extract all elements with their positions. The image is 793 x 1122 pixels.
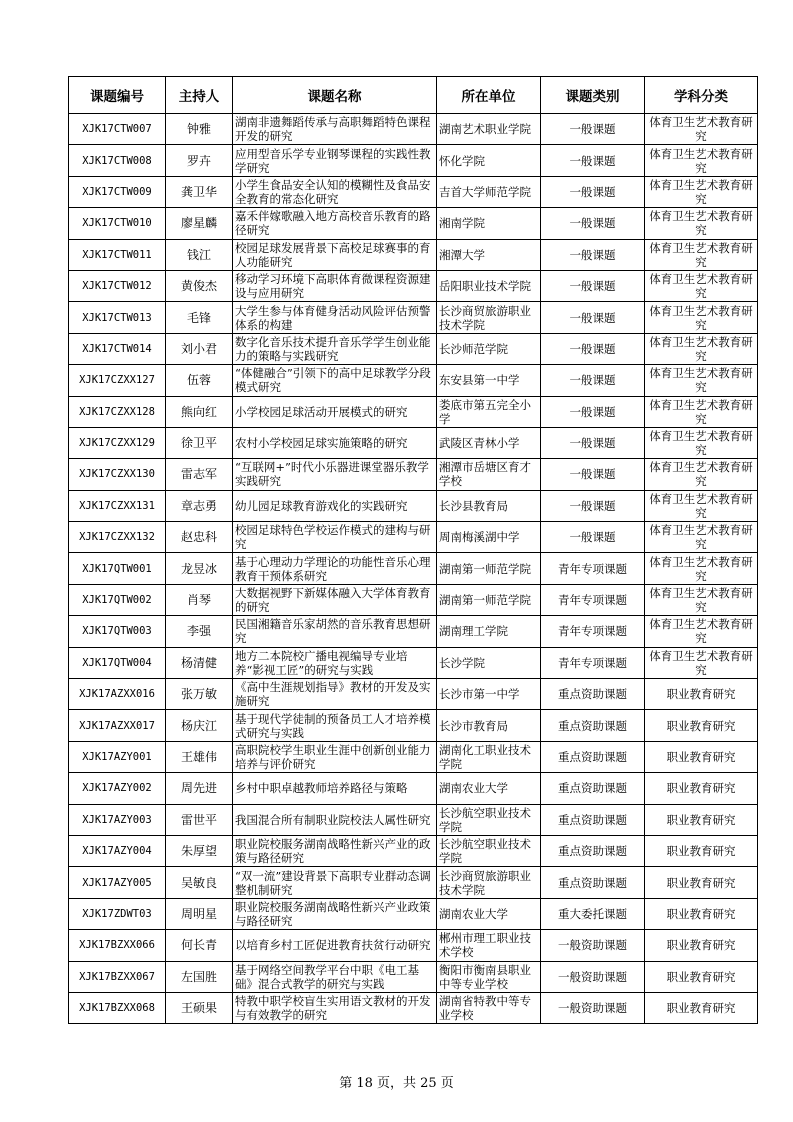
cell-subject: 体育卫生艺术教育研究 xyxy=(645,584,758,615)
cell-title: 职业院校服务湖南战略性新兴产业政策与路径研究 xyxy=(233,898,437,929)
cell-title: 数字化音乐技术提升音乐学学生创业能力的策略与实践研究 xyxy=(233,333,437,364)
cell-unit: 湘潭市岳塘区育才学校 xyxy=(437,459,541,490)
cell-unit: 衡阳市衡南县职业中等专业学校 xyxy=(437,961,541,992)
cell-code: XJK17AZY005 xyxy=(69,867,166,898)
cell-host: 黄俊杰 xyxy=(166,270,233,301)
cell-unit: 长沙航空职业技术学院 xyxy=(437,835,541,866)
cell-category: 青年专项课题 xyxy=(541,616,645,647)
cell-subject: 职业教育研究 xyxy=(645,804,758,835)
header-row xyxy=(69,77,758,114)
cell-subject: 体育卫生艺术教育研究 xyxy=(645,302,758,333)
cell-title: 《高中生涯规划指导》教材的开发及实施研究 xyxy=(233,679,437,710)
table-row xyxy=(69,679,758,710)
table-row xyxy=(69,992,758,1023)
cell-code: XJK17QTW003 xyxy=(69,616,166,647)
cell-title: 移动学习环境下高职体育微课程资源建设与应用研究 xyxy=(233,270,437,301)
cell-host: 罗卉 xyxy=(166,145,233,176)
cell-code: XJK17CTW014 xyxy=(69,333,166,364)
cell-unit: 湖南省特教中等专业学校 xyxy=(437,992,541,1023)
table-row xyxy=(69,616,758,647)
cell-unit: 吉首大学师范学院 xyxy=(437,176,541,207)
cell-unit: 长沙航空职业技术学院 xyxy=(437,804,541,835)
cell-code: XJK17CTW011 xyxy=(69,239,166,270)
table-row xyxy=(69,898,758,929)
projects-table xyxy=(68,76,758,1024)
header-unit: 所在单位 xyxy=(437,77,541,114)
cell-unit: 湘潭大学 xyxy=(437,239,541,270)
cell-host: 王雄伟 xyxy=(166,741,233,772)
table-row xyxy=(69,930,758,961)
table-row xyxy=(69,522,758,553)
cell-subject: 体育卫生艺术教育研究 xyxy=(645,239,758,270)
cell-host: 周先进 xyxy=(166,773,233,804)
cell-code: XJK17CZXX131 xyxy=(69,490,166,521)
cell-title: 小学生食品安全认知的模糊性及食品安全教育的常态化研究 xyxy=(233,176,437,207)
header-category: 课题类别 xyxy=(541,77,645,114)
cell-category: 重大委托课题 xyxy=(541,898,645,929)
cell-title: 职业院校服务湖南战略性新兴产业的政策与路径研究 xyxy=(233,835,437,866)
cell-unit: 武陵区青林小学 xyxy=(437,427,541,458)
cell-category: 一般课题 xyxy=(541,145,645,176)
cell-unit: 郴州市理工职业技术学校 xyxy=(437,930,541,961)
cell-title: 嘉禾伴嫁歌融入地方高校音乐教育的路径研究 xyxy=(233,208,437,239)
cell-unit: 湖南第一师范学院 xyxy=(437,584,541,615)
cell-subject: 职业教育研究 xyxy=(645,961,758,992)
table-row xyxy=(69,239,758,270)
cell-title: 以培育乡村工匠促进教育扶贫行动研究 xyxy=(233,930,437,961)
header-code: 课题编号 xyxy=(69,77,166,114)
cell-host: 刘小君 xyxy=(166,333,233,364)
cell-category: 青年专项课题 xyxy=(541,584,645,615)
cell-subject: 体育卫生艺术教育研究 xyxy=(645,176,758,207)
page-footer: 第 18 页，共 25 页 xyxy=(339,1076,454,1091)
cell-category: 一般资助课题 xyxy=(541,930,645,961)
cell-host: 钱江 xyxy=(166,239,233,270)
cell-unit: 周南梅溪湖中学 xyxy=(437,522,541,553)
cell-category: 一般课题 xyxy=(541,270,645,301)
cell-unit: 湘南学院 xyxy=(437,208,541,239)
cell-category: 一般课题 xyxy=(541,490,645,521)
cell-host: 杨清健 xyxy=(166,647,233,678)
cell-title: 高职院校学生职业生涯中创新创业能力培养与评价研究 xyxy=(233,741,437,772)
cell-category: 重点资助课题 xyxy=(541,867,645,898)
table-row xyxy=(69,804,758,835)
cell-host: 赵忠科 xyxy=(166,522,233,553)
cell-code: XJK17QTW004 xyxy=(69,647,166,678)
cell-host: 雷志军 xyxy=(166,459,233,490)
cell-category: 一般课题 xyxy=(541,522,645,553)
cell-host: 左国胜 xyxy=(166,961,233,992)
cell-subject: 职业教育研究 xyxy=(645,992,758,1023)
cell-host: 何长青 xyxy=(166,930,233,961)
cell-code: XJK17AZY003 xyxy=(69,804,166,835)
cell-code: XJK17BZXX067 xyxy=(69,961,166,992)
cell-code: XJK17BZXX066 xyxy=(69,930,166,961)
cell-title: 应用型音乐学专业钢琴课程的实践性教学研究 xyxy=(233,145,437,176)
cell-code: XJK17BZXX068 xyxy=(69,992,166,1023)
cell-subject: 职业教育研究 xyxy=(645,930,758,961)
table-row xyxy=(69,114,758,145)
cell-title: 地方二本院校广播电视编导专业培养“影视工匠”的研究与实践 xyxy=(233,647,437,678)
table-row xyxy=(69,396,758,427)
cell-category: 一般资助课题 xyxy=(541,992,645,1023)
cell-code: XJK17CTW013 xyxy=(69,302,166,333)
table-row xyxy=(69,867,758,898)
cell-category: 一般课题 xyxy=(541,396,645,427)
table-row xyxy=(69,208,758,239)
table-row xyxy=(69,584,758,615)
cell-host: 徐卫平 xyxy=(166,427,233,458)
table-row xyxy=(69,961,758,992)
table-body xyxy=(69,114,758,1024)
cell-category: 重点资助课题 xyxy=(541,741,645,772)
cell-host: 廖星麟 xyxy=(166,208,233,239)
cell-title: 乡村中职卓越教师培养路径与策略 xyxy=(233,773,437,804)
cell-host: 王硕果 xyxy=(166,992,233,1023)
cell-title: 小学校园足球活动开展模式的研究 xyxy=(233,396,437,427)
cell-category: 一般课题 xyxy=(541,114,645,145)
cell-title: 大学生参与体育健身活动风险评估预警体系的构建 xyxy=(233,302,437,333)
cell-title: 民国湘籍音乐家胡然的音乐教育思想研究 xyxy=(233,616,437,647)
cell-title: 特教中职学校盲生实用语文教材的开发与有效教学的研究 xyxy=(233,992,437,1023)
cell-subject: 体育卫生艺术教育研究 xyxy=(645,553,758,584)
cell-title: “互联网+”时代小乐器进课堂器乐教学实践研究 xyxy=(233,459,437,490)
table-row xyxy=(69,427,758,458)
table-row xyxy=(69,176,758,207)
table-row xyxy=(69,145,758,176)
cell-subject: 体育卫生艺术教育研究 xyxy=(645,270,758,301)
cell-code: XJK17CTW009 xyxy=(69,176,166,207)
cell-code: XJK17CZXX128 xyxy=(69,396,166,427)
cell-unit: 长沙县教育局 xyxy=(437,490,541,521)
cell-title: 湖南非遗舞蹈传承与高职舞蹈特色课程开发的研究 xyxy=(233,114,437,145)
cell-title: 校园足球特色学校运作模式的建构与研究 xyxy=(233,522,437,553)
cell-host: 肖琴 xyxy=(166,584,233,615)
cell-category: 一般课题 xyxy=(541,365,645,396)
cell-code: XJK17CZXX130 xyxy=(69,459,166,490)
table-row xyxy=(69,773,758,804)
table-row xyxy=(69,270,758,301)
cell-category: 重点资助课题 xyxy=(541,835,645,866)
cell-host: 龚卫华 xyxy=(166,176,233,207)
cell-title: 农村小学校园足球实施策略的研究 xyxy=(233,427,437,458)
table-row xyxy=(69,302,758,333)
cell-title: 校园足球发展背景下高校足球赛事的育人功能研究 xyxy=(233,239,437,270)
cell-host: 朱厚望 xyxy=(166,835,233,866)
cell-host: 杨庆江 xyxy=(166,710,233,741)
cell-title: 幼儿园足球教育游戏化的实践研究 xyxy=(233,490,437,521)
cell-host: 周明星 xyxy=(166,898,233,929)
cell-subject: 体育卫生艺术教育研究 xyxy=(645,647,758,678)
cell-unit: 湖南化工职业技术学院 xyxy=(437,741,541,772)
cell-code: XJK17CTW012 xyxy=(69,270,166,301)
cell-code: XJK17ZDWT03 xyxy=(69,898,166,929)
cell-host: 钟雅 xyxy=(166,114,233,145)
cell-host: 龙昱冰 xyxy=(166,553,233,584)
cell-subject: 体育卫生艺术教育研究 xyxy=(645,490,758,521)
cell-host: 李强 xyxy=(166,616,233,647)
cell-code: XJK17CZXX127 xyxy=(69,365,166,396)
table-row xyxy=(69,365,758,396)
cell-title: 基于现代学徒制的预备员工人才培养模式研究与实践 xyxy=(233,710,437,741)
cell-code: XJK17CTW008 xyxy=(69,145,166,176)
cell-unit: 怀化学院 xyxy=(437,145,541,176)
cell-code: XJK17CZXX129 xyxy=(69,427,166,458)
cell-title: “体健融合”引领下的高中足球教学分段模式研究 xyxy=(233,365,437,396)
cell-unit: 娄底市第五完全小学 xyxy=(437,396,541,427)
cell-category: 一般课题 xyxy=(541,176,645,207)
cell-category: 青年专项课题 xyxy=(541,553,645,584)
table-row xyxy=(69,741,758,772)
cell-subject: 体育卫生艺术教育研究 xyxy=(645,396,758,427)
cell-subject: 体育卫生艺术教育研究 xyxy=(645,114,758,145)
cell-subject: 体育卫生艺术教育研究 xyxy=(645,616,758,647)
table-row xyxy=(69,459,758,490)
cell-subject: 职业教育研究 xyxy=(645,679,758,710)
cell-host: 毛锋 xyxy=(166,302,233,333)
cell-code: XJK17AZXX016 xyxy=(69,679,166,710)
table-row xyxy=(69,333,758,364)
cell-unit: 长沙市第一中学 xyxy=(437,679,541,710)
cell-code: XJK17CTW007 xyxy=(69,114,166,145)
cell-title: 大数据视野下新媒体融入大学体育教育的研究 xyxy=(233,584,437,615)
cell-title: “双一流”建设背景下高职专业群动态调整机制研究 xyxy=(233,867,437,898)
cell-code: XJK17AZY001 xyxy=(69,741,166,772)
cell-code: XJK17AZY002 xyxy=(69,773,166,804)
cell-subject: 体育卫生艺术教育研究 xyxy=(645,208,758,239)
cell-subject: 体育卫生艺术教育研究 xyxy=(645,459,758,490)
cell-code: XJK17AZXX017 xyxy=(69,710,166,741)
cell-unit: 湖南农业大学 xyxy=(437,898,541,929)
cell-code: XJK17QTW001 xyxy=(69,553,166,584)
cell-category: 一般课题 xyxy=(541,208,645,239)
cell-subject: 体育卫生艺术教育研究 xyxy=(645,522,758,553)
cell-host: 雷世平 xyxy=(166,804,233,835)
cell-unit: 湖南农业大学 xyxy=(437,773,541,804)
header-host: 主持人 xyxy=(166,77,233,114)
cell-code: XJK17CZXX132 xyxy=(69,522,166,553)
cell-subject: 体育卫生艺术教育研究 xyxy=(645,365,758,396)
cell-subject: 职业教育研究 xyxy=(645,741,758,772)
cell-subject: 体育卫生艺术教育研究 xyxy=(645,427,758,458)
cell-unit: 长沙商贸旅游职业技术学院 xyxy=(437,867,541,898)
cell-subject: 体育卫生艺术教育研究 xyxy=(645,333,758,364)
table-row xyxy=(69,835,758,866)
cell-host: 伍蓉 xyxy=(166,365,233,396)
cell-title: 基于心理动力学理论的功能性音乐心理教育干预体系研究 xyxy=(233,553,437,584)
cell-unit: 长沙市教育局 xyxy=(437,710,541,741)
cell-category: 一般课题 xyxy=(541,427,645,458)
cell-subject: 职业教育研究 xyxy=(645,835,758,866)
cell-unit: 湖南理工学院 xyxy=(437,616,541,647)
cell-subject: 职业教育研究 xyxy=(645,867,758,898)
cell-subject: 职业教育研究 xyxy=(645,898,758,929)
cell-code: XJK17QTW002 xyxy=(69,584,166,615)
cell-category: 重点资助课题 xyxy=(541,804,645,835)
cell-subject: 职业教育研究 xyxy=(645,773,758,804)
table-row xyxy=(69,647,758,678)
header-title: 课题名称 xyxy=(233,77,437,114)
table-row xyxy=(69,710,758,741)
table-row xyxy=(69,553,758,584)
cell-unit: 岳阳职业技术学院 xyxy=(437,270,541,301)
cell-host: 张万敏 xyxy=(166,679,233,710)
cell-title: 基于网络空间教学平台中职《电工基础》混合式教学的研究与实践 xyxy=(233,961,437,992)
cell-host: 熊向红 xyxy=(166,396,233,427)
cell-category: 一般课题 xyxy=(541,239,645,270)
cell-host: 吴敏良 xyxy=(166,867,233,898)
table-row xyxy=(69,490,758,521)
cell-unit: 长沙学院 xyxy=(437,647,541,678)
cell-unit: 湖南第一师范学院 xyxy=(437,553,541,584)
cell-host: 章志勇 xyxy=(166,490,233,521)
cell-category: 一般课题 xyxy=(541,459,645,490)
cell-unit: 湖南艺术职业学院 xyxy=(437,114,541,145)
cell-title: 我国混合所有制职业院校法人属性研究 xyxy=(233,804,437,835)
cell-category: 一般课题 xyxy=(541,302,645,333)
cell-unit: 东安县第一中学 xyxy=(437,365,541,396)
cell-unit: 长沙商贸旅游职业技术学院 xyxy=(437,302,541,333)
cell-category: 重点资助课题 xyxy=(541,773,645,804)
cell-category: 一般资助课题 xyxy=(541,961,645,992)
cell-category: 青年专项课题 xyxy=(541,647,645,678)
cell-subject: 职业教育研究 xyxy=(645,710,758,741)
header-subject: 学科分类 xyxy=(645,77,758,114)
cell-subject: 体育卫生艺术教育研究 xyxy=(645,145,758,176)
cell-category: 重点资助课题 xyxy=(541,710,645,741)
cell-code: XJK17CTW010 xyxy=(69,208,166,239)
cell-category: 一般课题 xyxy=(541,333,645,364)
cell-category: 重点资助课题 xyxy=(541,679,645,710)
cell-unit: 长沙师范学院 xyxy=(437,333,541,364)
cell-code: XJK17AZY004 xyxy=(69,835,166,866)
